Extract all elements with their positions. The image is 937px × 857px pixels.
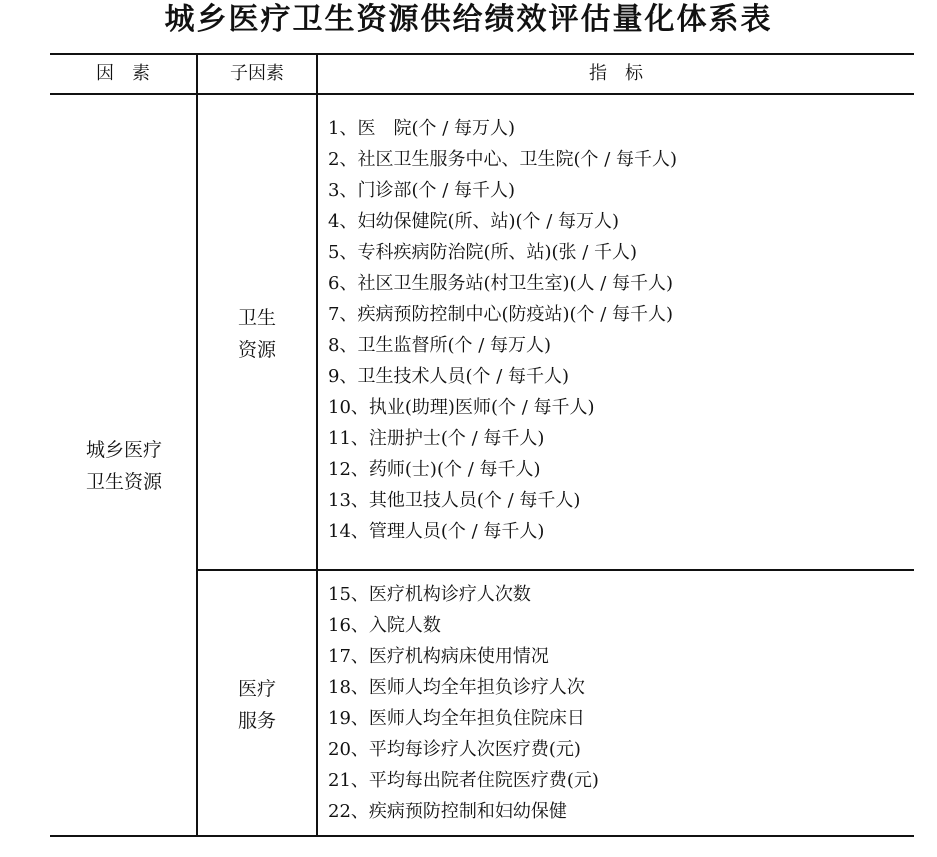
header-bottom-rule	[50, 93, 914, 95]
factor-line-2: 卫生资源	[85, 471, 162, 493]
indicator-item: 8、卫生监督所(个 / 每万人)	[328, 335, 552, 356]
indicator-item: 15、医疗机构诊疗人次数	[328, 584, 531, 605]
sub-factor-medical-services	[198, 673, 316, 737]
indicator-list-health-resources	[328, 113, 677, 547]
table-bottom-rule	[50, 835, 914, 837]
indicator-item: 21、平均每出院者住院医疗费(元)	[328, 770, 599, 791]
sub-factor-line-1: 医疗	[237, 678, 276, 700]
indicator-item: 12、药师(士)(个 / 每千人)	[328, 459, 541, 480]
indicator-list-medical-services	[328, 579, 599, 827]
indicator-item: 14、管理人员(个 / 每千人)	[328, 521, 545, 542]
indicator-item: 9、卫生技术人员(个 / 每千人)	[328, 366, 570, 387]
indicator-item: 19、医师人均全年担负住院床日	[328, 708, 585, 729]
sub-factor-health-resources	[198, 302, 316, 366]
factor-cell	[52, 434, 196, 498]
indicator-item: 18、医师人均全年担负诊疗人次	[328, 677, 585, 698]
indicator-item: 13、其他卫技人员(个 / 每千人)	[328, 490, 581, 511]
indicator-item: 20、平均每诊疗人次医疗费(元)	[328, 739, 581, 760]
indicator-item: 11、注册护士(个 / 每千人)	[328, 428, 545, 449]
indicator-item: 22、疾病预防控制和妇幼保健	[328, 801, 567, 822]
indicator-item: 2、社区卫生服务中心、卫生院(个 / 每千人)	[328, 149, 678, 170]
column-divider-2	[316, 54, 318, 836]
indicator-item: 17、医疗机构病床使用情况	[328, 646, 549, 667]
indicator-item: 16、入院人数	[328, 615, 441, 636]
group-divider-rule	[196, 569, 914, 571]
sub-factor-line-2: 资源	[237, 339, 276, 361]
indicator-item: 6、社区卫生服务站(村卫生室)(人 / 每千人)	[328, 273, 674, 294]
sub-factor-line-1: 卫生	[237, 307, 276, 329]
header-sub-factor: 子因素	[230, 63, 284, 84]
indicator-item: 4、妇幼保健院(所、站)(个 / 每万人)	[328, 211, 620, 232]
header-factor: 因 素	[96, 63, 150, 84]
page-title: 城乡医疗卫生资源供给绩效评估量化体系表	[164, 2, 773, 37]
sub-factor-line-2: 服务	[237, 710, 276, 732]
indicator-item: 3、门诊部(个 / 每千人)	[328, 180, 516, 201]
header-indicator: 指 标	[589, 63, 643, 84]
indicator-item: 7、疾病预防控制中心(防疫站)(个 / 每千人)	[328, 304, 674, 325]
indicator-item: 1、医 院(个 / 每万人)	[328, 118, 516, 139]
factor-line-1: 城乡医疗	[85, 439, 162, 461]
indicator-item: 5、专科疾病防治院(所、站)(张 / 千人)	[328, 242, 638, 263]
indicator-item: 10、执业(助理)医师(个 / 每千人)	[328, 397, 595, 418]
table-top-rule	[50, 53, 914, 55]
